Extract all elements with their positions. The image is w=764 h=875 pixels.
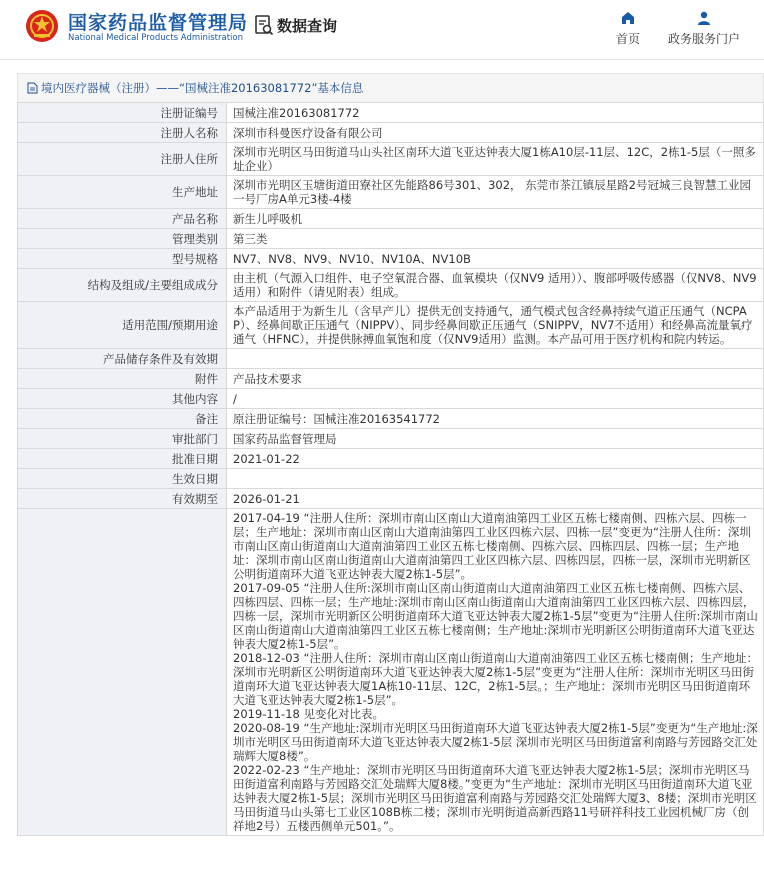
table-row — [18, 176, 764, 209]
field-value: 新生儿呼吸机 — [227, 209, 764, 229]
table-row — [18, 469, 764, 489]
table-row — [18, 229, 764, 249]
site-header — [0, 0, 764, 60]
table-row — [18, 449, 764, 469]
table-row — [18, 269, 764, 302]
field-label: 生产地址 — [18, 176, 227, 209]
field-value: 国械注准20163081772 — [227, 103, 764, 123]
table-row — [18, 389, 764, 409]
field-label: 备注 — [18, 409, 227, 429]
field-label-empty — [18, 509, 227, 836]
field-label: 结构及组成/主要组成成分 — [18, 269, 227, 302]
table-row-change-history — [18, 509, 764, 836]
field-value — [227, 349, 764, 369]
field-value: 2021-01-22 — [227, 449, 764, 469]
nav-home-label: 首页 — [616, 32, 641, 46]
field-value: 2026-01-21 — [227, 489, 764, 509]
field-value: 由主机（气源入口组件、电子空氧混合器、血氧模块（仅NV9 适用））、腹部呼吸传感器（仅NV8、NV9 适用）和附件（请见附表）组成。 — [227, 269, 764, 302]
field-label: 生效日期 — [18, 469, 227, 489]
nav-gov-label: 政务服务门户 — [668, 32, 741, 46]
change-entry: 2020-08-19 “生产地址:深圳市光明区马田街道南环大道飞亚达钟表大厦2栋1-5层”变更为“生产地址:深圳市光明区马田街道南环大道飞亚达钟表大厦2栋1-5层 深圳市光明区马田街道富利南路与芳园路交汇处瑞辉大厦8楼”。 — [233, 721, 758, 763]
breadcrumb — [17, 73, 764, 102]
field-label: 产品名称 — [18, 209, 227, 229]
table-row — [18, 302, 764, 349]
user-icon — [696, 10, 712, 26]
field-value: / — [227, 389, 764, 409]
breadcrumb-text[interactable]: 境内医疗器械（注册）——“国械注准20163081772”基本信息 — [41, 81, 364, 95]
field-value: 深圳市科曼医疗设备有限公司 — [227, 123, 764, 143]
table-row — [18, 209, 764, 229]
field-label: 批准日期 — [18, 449, 227, 469]
field-value: 国家药品监督管理局 — [227, 429, 764, 449]
document-icon — [27, 82, 38, 94]
data-query-icon — [254, 14, 274, 36]
field-label: 型号规格 — [18, 249, 227, 269]
table-row — [18, 429, 764, 449]
field-label: 产品储存条件及有效期 — [18, 349, 227, 369]
national-emblem-icon[interactable] — [25, 9, 59, 43]
field-label: 其他内容 — [18, 389, 227, 409]
field-label: 附件 — [18, 369, 227, 389]
table-row — [18, 489, 764, 509]
nav-home[interactable] — [616, 10, 640, 47]
field-value: 深圳市光明区玉塘街道田寮社区先能路86号301、302， 东莞市茶江镇辰星路2号冠城三良智慧工业园一号厂房A单元3楼-4楼 — [227, 176, 764, 209]
field-value: NV7、NV8、NV9、NV10、NV10A、NV10B — [227, 249, 764, 269]
change-entry: 2017-04-19 “注册人住所：深圳市南山区南山大道南油第四工业区五栋七楼南侧、四栋六层、四栋一层；生产地址：深圳市南山区南山大道南油第四工业区四栋六层、四栋一层”变更为“注册人住所：深圳市南山区南山街道南山大道南油第四工业区五栋七楼南侧、四栋六层、四栋四层、四栋一层；生产地址：深圳市南山区南山街道南山大道南油第四工业区四栋六层、四栋四层，四栋一层，深圳市光明新区公明街道南环大道飞亚达钟表大厦2栋1-5层”。 — [233, 511, 751, 581]
field-value: 第三类 — [227, 229, 764, 249]
field-label: 注册人住所 — [18, 143, 227, 176]
table-row — [18, 409, 764, 429]
field-value — [227, 469, 764, 489]
table-row — [18, 103, 764, 123]
table-row — [18, 123, 764, 143]
section-data-query[interactable] — [254, 14, 337, 36]
field-label: 适用范围/预期用途 — [18, 302, 227, 349]
change-entry: 2018-12-03 “注册人住所：深圳市南山区南山街道南山大道南油第四工业区五栋七楼南侧；生产地址：深圳市光明新区公明街道南环大道飞亚达钟表大厦2栋1-5层”变更为“注册人住所：深圳市光明区马田街道南环大道飞亚达钟表大厦1A栋10-11层、12C，2栋1-5层。；生产地址：深圳市光明区马田街道南环大道飞亚达钟表大厦2栋1-5层”。 — [233, 651, 758, 707]
change-history — [227, 509, 764, 836]
field-value: 原注册证编号：国械注准20163541772 — [227, 409, 764, 429]
home-icon — [620, 10, 636, 26]
change-entry: 2019-11-18 见变化对比表。 — [233, 707, 384, 721]
detail-table — [17, 102, 764, 836]
field-value: 产品技术要求 — [227, 369, 764, 389]
field-label: 注册人名称 — [18, 123, 227, 143]
field-label: 注册证编号 — [18, 103, 227, 123]
site-title[interactable]: 国家药品监督管理局 — [68, 12, 249, 34]
field-label: 有效期至 — [18, 489, 227, 509]
field-label: 审批部门 — [18, 429, 227, 449]
field-value: 深圳市光明区马田街道马山头社区南环大道飞亚达钟表大厦1栋A10层-11层、12C，2栋1-5层（一照多址企业） — [227, 143, 764, 176]
nav-gov-portal[interactable] — [668, 10, 740, 47]
change-entry: 2022-02-23 “生产地址：深圳市光明区马田街道南环大道飞亚达钟表大厦2栋1-5层；深圳市光明区马田街道富利南路与芳园路交汇处瑞辉大厦8楼。”变更为“生产地址：深圳市光明区马田街道南环大道飞亚达钟表大厦2栋1-5层；深圳市光明区马田街道富利南路与芳园路交汇处瑞辉大厦3、8楼；深圳市光明区马田街道马山头第七工业区108B栋二楼；深圳市光明街道高新西路11号研祥科技工业园机械厂房（创祥地2号）五楼西侧单元501。”。 — [233, 763, 757, 833]
field-value: 本产品适用于为新生儿（含早产儿）提供无创支持通气，通气模式包含经鼻持续气道正压通气（NCPAP）、经鼻间歇正压通气（NIPPV）、同步经鼻间歇正压通气（SNIPPV，NV7不适用）和经鼻高流量氧疗通气（HFNC），并提供脉搏血氧饱和度（仅NV9适用）监测。本产品可用于医疗机构和院内转运。 — [227, 302, 764, 349]
site-subtitle: National Medical Products Administration — [68, 33, 243, 43]
field-label: 管理类别 — [18, 229, 227, 249]
detail-table-wrapper — [17, 102, 764, 836]
table-row — [18, 143, 764, 176]
table-row — [18, 349, 764, 369]
section-label: 数据查询 — [277, 16, 338, 35]
change-entry: 2017-09-05 “注册人住所:深圳市南山区南山街道南山大道南油第四工业区五栋七楼南侧、四栋六层、四栋四层、四栋一层；生产地址:深圳市南山区南山街道南山大道南油第四工业区四栋六层、四栋四层，四栋一层，深圳市光明新区公明街道南环大道飞亚达钟表大厦2栋1-5层”变更为“注册人住所:深圳市南山区南山街道南山大道南油第四工业区五栋七楼南侧；生产地址:深圳市光明新区公明街道南环大道飞亚达钟表大厦2栋1-5层”。 — [233, 581, 758, 651]
table-row — [18, 369, 764, 389]
table-row — [18, 249, 764, 269]
